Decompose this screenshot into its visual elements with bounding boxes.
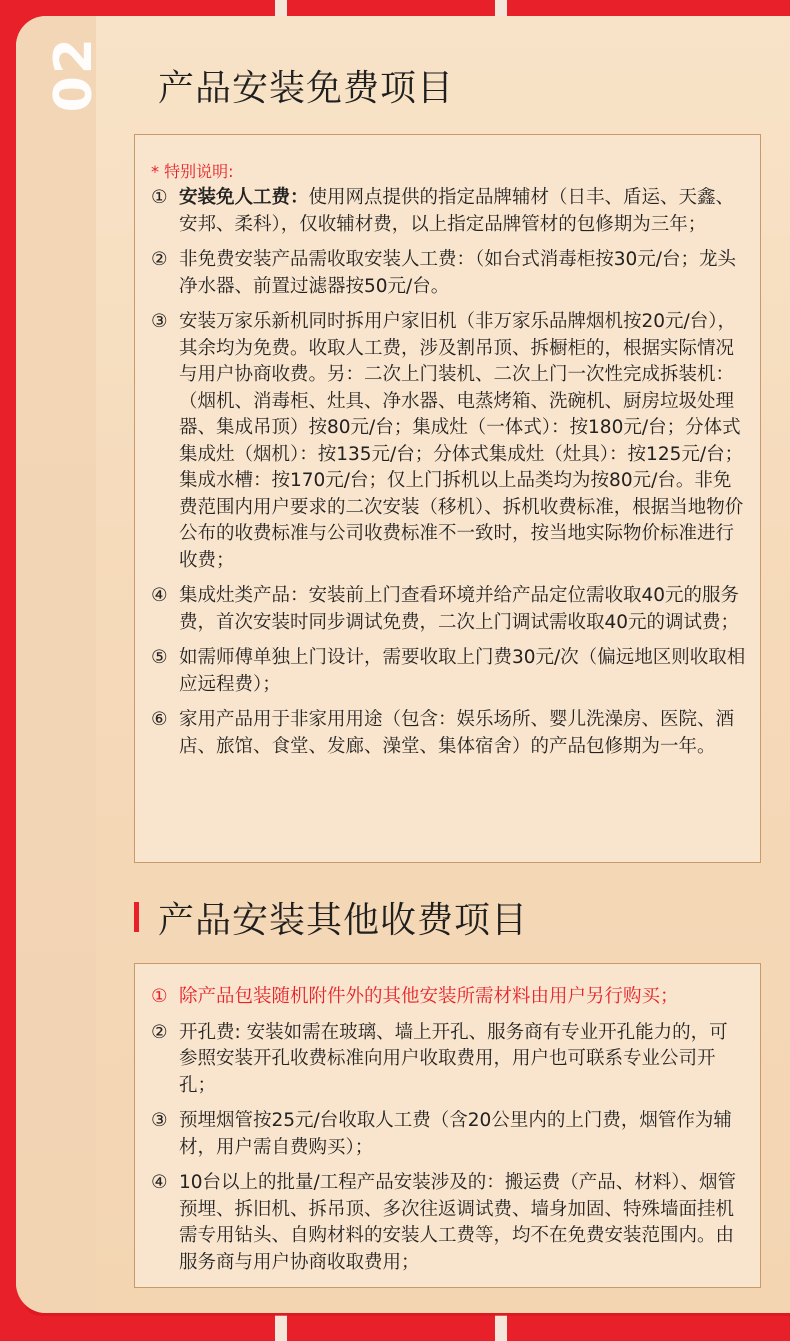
special-note: * 特别说明: [151, 162, 234, 181]
list-item [151, 1108, 746, 1161]
decor-stripe [275, 1315, 287, 1341]
other-fees-box [134, 963, 761, 1288]
item-emphasis: 安装免人工费： [179, 187, 309, 208]
item-text: 预埋烟管按25元/台收取人工费（含20公里内的上门费，烟管作为辅材，用户需自费购买）； [179, 1110, 732, 1158]
list-item [151, 1020, 746, 1100]
item-text: 使用网点提供的指定品牌辅材（日丰、盾运、天鑫、安邦、柔科），仅收辅材费，以上指定品牌管材的包修期为三年； [179, 187, 735, 235]
item-number: ② [151, 1021, 168, 1043]
left-band [16, 16, 96, 1313]
list-item [151, 984, 746, 1011]
item-text: 开孔费: 安装如需在玻璃、墙上开孔、服务商有专业开孔能力的，可参照安装开孔收费标准向用户收取费用，用户也可联系专业公司开孔； [179, 1021, 728, 1096]
decor-stripe [495, 0, 507, 16]
decor-stripe [275, 0, 287, 16]
list-item [151, 309, 746, 574]
item-number: ② [151, 249, 168, 270]
list-item [151, 1170, 746, 1276]
item-number: ③ [151, 1110, 168, 1131]
item-number: ⑤ [151, 647, 168, 668]
item-text: 安装万家乐新机同时拆用户家旧机（非万家乐品牌烟机按20元/台），其余均为免费。收取人工费，涉及割吊顶、拆橱柜的，根据实际情况与用户协商收费。另：二次上门装机、二次上门一次性完成拆装机：（烟机、消毒柜、灶具、净水器、电蒸烤箱、洗碗机、厨房垃圾处理器、集成吊顶）按80元/台；集成灶（一体式）：按180元/台；分体式集成灶（烟机）：按135元/台；分体式集成灶（灶具）：按125元/台；集成水槽：按170元/台；仅上门拆机以上品类均为按80元/台。非免费范围内用户要求的二次安装（移机）、拆机收费标准，根据当地物价公布的收费标准与公司收费标准不一致时，按当地实际物价标准进行收费； [179, 311, 744, 571]
list-item [151, 247, 746, 300]
item-number: ① [151, 187, 168, 208]
item-number: ④ [151, 585, 168, 606]
decor-stripe [495, 1315, 507, 1341]
item-number: ① [151, 986, 168, 1007]
free-items-box [134, 134, 761, 863]
title-accent-bar [134, 902, 139, 932]
item-text: 非免费安装产品需收取安装人工费：（如台式消毒柜按30元/台；龙头净水器、前置过滤器按50元/台。 [179, 249, 737, 297]
item-text: 家用产品用于非家用用途（包含：娱乐场所、婴儿洗澡房、医院、酒店、旅馆、食堂、发廊、澡堂、集体宿舍）的产品包修期为一年。 [179, 709, 735, 757]
list-item [151, 645, 746, 698]
section1-title: 产品安装免费项目 [158, 68, 455, 109]
item-text: 10台以上的批量/工程产品安装涉及的：搬运费（产品、材料）、烟管预埋、拆旧机、拆吊顶、多次往返调试费、墙身加固、特殊墙面挂机需专用钻头、自购材料的安装人工费等，均不在免费安装范围内。由服务商与用户协商收取费用； [179, 1172, 737, 1273]
section-number: 02 [44, 36, 104, 113]
list-item [151, 707, 746, 760]
item-text: 除产品包装随机附件外的其他安装所需材料由用户另行购买； [179, 986, 679, 1007]
list-item [151, 583, 746, 636]
item-number: ③ [151, 311, 168, 332]
list-item [151, 185, 746, 238]
item-number: ⑥ [151, 709, 168, 730]
item-text: 如需师傅单独上门设计，需要收取上门费30元/次（偏远地区则收取相应远程费）； [179, 647, 746, 695]
item-number: ④ [151, 1172, 168, 1193]
item-text: 集成灶类产品：安装前上门查看环境并给产品定位需收取40元的服务费，首次安装时同步调试免费，二次上门调试需收取40元的调试费； [179, 585, 740, 633]
section2-title: 产品安装其他收费项目 [158, 900, 529, 941]
